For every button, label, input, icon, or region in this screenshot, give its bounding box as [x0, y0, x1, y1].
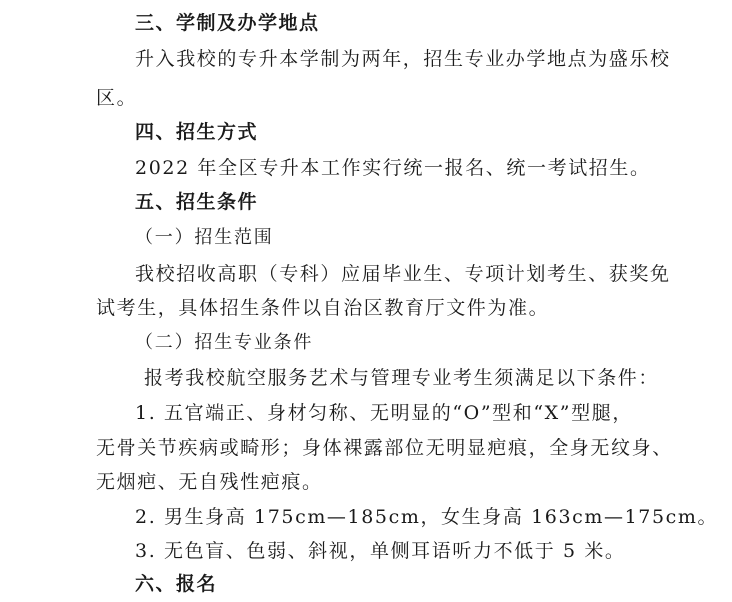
section-5-sub2-intro: 报考我校航空服务艺术与管理专业考生须满足以下条件：: [144, 367, 660, 389]
condition-item-1-line-1: 1. 五官端正、身材匀称、无明显的“O”型和“X”型腿，: [135, 402, 633, 424]
section-3-paragraph-line-1: 升入我校的专升本学制为两年，招生专业办学地点为盛乐校: [135, 48, 671, 70]
condition-item-3: 3. 无色盲、色弱、斜视，单侧耳语听力不低于 5 米。: [135, 540, 626, 562]
section-5-sub1-paragraph-line-2: 试考生，具体招生条件以自治区教育厅文件为准。: [96, 297, 550, 319]
section-5-subheading-1: （一）招生范围: [135, 227, 274, 248]
condition-item-1-line-3: 无烟疤、无自残性疤痕。: [96, 471, 323, 493]
section-5-heading: 五、招生条件: [135, 191, 259, 213]
section-3-heading: 三、学制及办学地点: [135, 12, 320, 34]
section-6-heading: 六、报名: [135, 573, 218, 595]
condition-item-1-line-2: 无骨关节疾病或畸形；身体裸露部位无明显疤痕，全身无纹身、: [96, 437, 673, 459]
section-5-subheading-2: （二）招生专业条件: [135, 332, 314, 353]
section-3-paragraph-line-2: 区。: [96, 87, 138, 109]
section-4-paragraph: 2022 年全区专升本工作实行统一报名、统一考试招生。: [135, 157, 651, 179]
section-4-heading: 四、招生方式: [135, 121, 259, 143]
condition-item-2: 2. 男生身高 175cm—185cm，女生身高 163cm—175cm。: [135, 506, 719, 528]
section-5-sub1-paragraph-line-1: 我校招收高职（专科）应届毕业生、专项计划考生、获奖免: [135, 263, 671, 285]
